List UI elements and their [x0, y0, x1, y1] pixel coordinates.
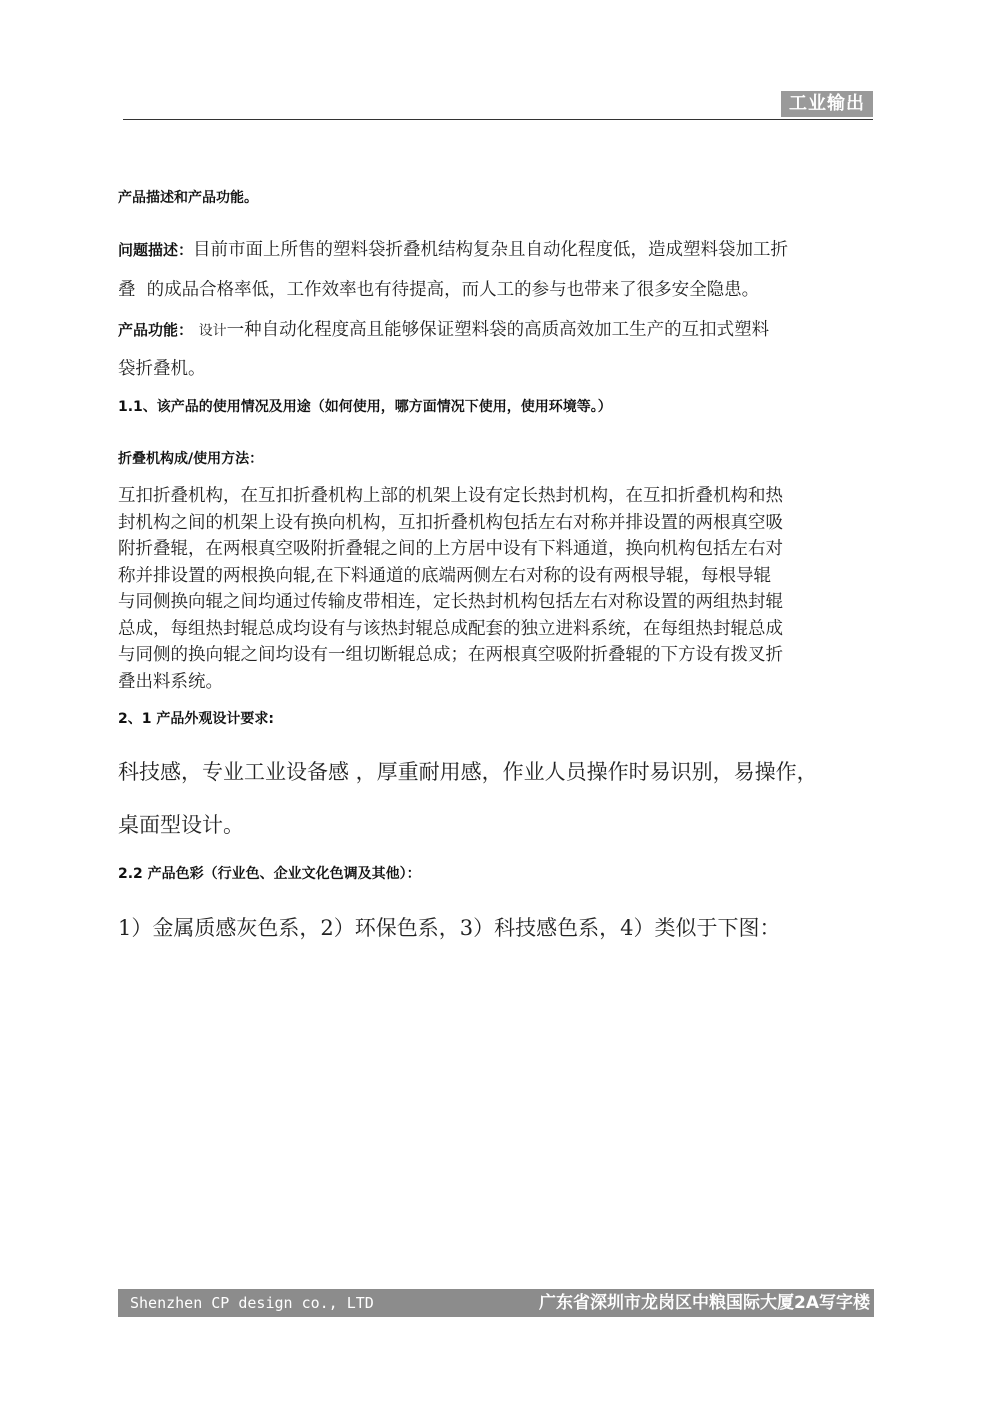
function-line-1 — [118, 316, 878, 341]
problem-line-2: 叠 的成品合格率低，工作效率也有待提高，而人工的参与也带来了很多安全隐患。 — [118, 280, 760, 300]
header-tag: 工业输出 — [781, 91, 873, 117]
footer-bar — [118, 1289, 874, 1317]
problem-label: 问题描述： — [118, 241, 194, 259]
function-line-2: 袋折叠机。 — [118, 359, 206, 379]
function-design-word: 设计 — [198, 323, 227, 339]
intro-heading: 产品描述和产品功能。 — [118, 190, 258, 206]
function-label: 产品功能： — [118, 321, 194, 339]
function-text-1: 一种自动化程度高且能够保证塑料袋的高质高效加工生产的互扣式塑料 — [226, 320, 770, 340]
structure-line: 与同侧换向辊之间均通过传输皮带相连，定长热封机构包括左右对称设置的两组热封辊 — [118, 592, 783, 612]
footer-address: 广东省深圳市龙岗区中粮国际大厦2A写字楼 — [539, 1293, 870, 1313]
header-rule — [123, 119, 873, 120]
structure-line: 叠出料系统。 — [118, 671, 223, 692]
usage-heading: 1.1、该产品的使用情况及用途（如何使用，哪方面情况下使用，使用环境等。） — [118, 399, 612, 415]
structure-line: 附折叠辊，在两根真空吸附折叠辊之间的上方居中设有下料通道，换向机构包括左右对 — [118, 539, 783, 559]
structure-line: 与同侧的换向辊之间均设有一组切断辊总成；在两根真空吸附折叠辊的下方设有拨叉折 — [118, 645, 783, 665]
footer-company: Shenzhen CP design co., LTD — [130, 1294, 374, 1312]
appearance-line-2: 桌面型设计。 — [118, 813, 244, 837]
structure-heading: 折叠机构成/使用方法： — [118, 451, 264, 467]
problem-line-1 — [118, 236, 878, 261]
structure-line: 称并排设置的两根换向辊,在下料通道的底端两侧左右对称的设有两根导辊，每根导辊 — [118, 565, 772, 586]
appearance-heading: 2、1 产品外观设计要求: — [118, 711, 274, 727]
problem-text-1: 目前市面上所售的塑料袋折叠机结构复杂且自动化程度低，造成塑料袋加工折 — [193, 240, 789, 260]
appearance-line-1: 科技感，专业工业设备感 ，厚重耐用感，作业人员操作时易识别，易操作， — [118, 760, 818, 784]
structure-line: 封机构之间的机架上设有换向机构，互扣折叠机构包括左右对称并排设置的两根真空吸 — [118, 512, 783, 533]
structure-paragraph — [118, 483, 878, 695]
structure-line: 总成，每组热封辊总成均设有与该热封辊总成配套的独立进料系统，在每组热封辊总成 — [118, 618, 783, 639]
structure-line: 互扣折叠机构，在互扣折叠机构上部的机架上设有定长热封机构，在互扣折叠机构和热 — [118, 486, 783, 506]
color-heading: 2.2 产品色彩（行业色、企业文化色调及其他）： — [118, 866, 421, 882]
color-line: 1）金属质感灰色系，2）环保色系，3）科技感色系，4）类似于下图： — [118, 916, 781, 940]
